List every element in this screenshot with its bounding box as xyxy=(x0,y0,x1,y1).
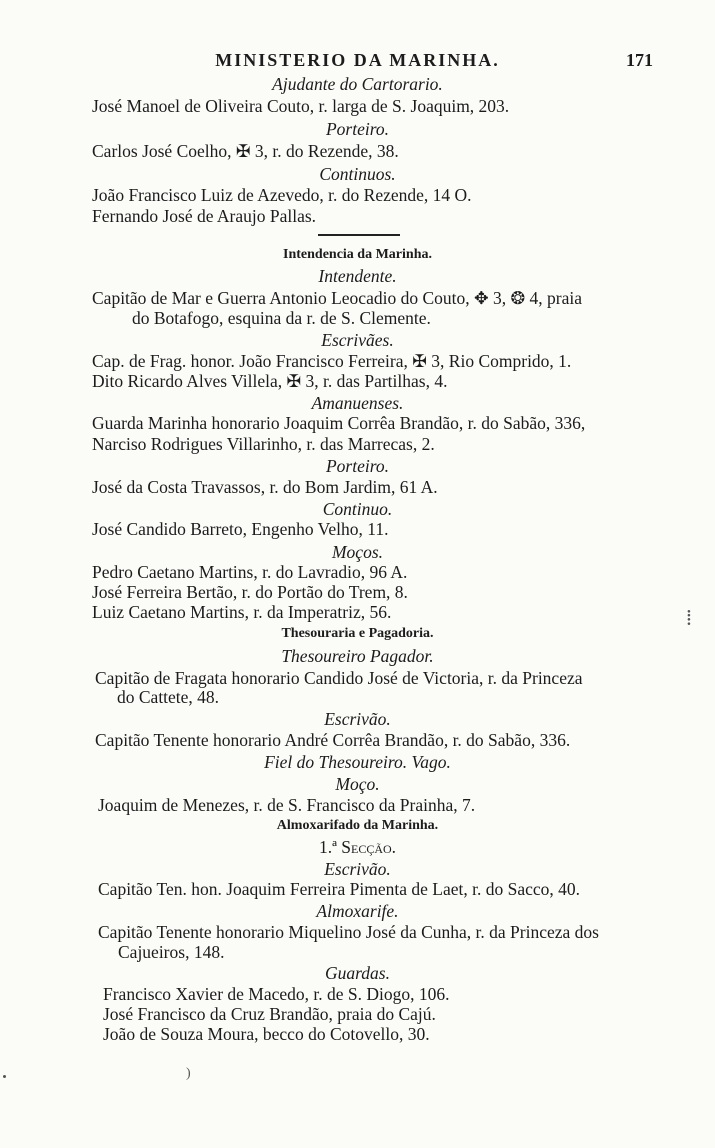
subsection-heading: Escrivão. xyxy=(324,709,391,729)
subsection-number: 1.ª Secção. xyxy=(318,837,397,857)
entry-line: Capitão de Mar e Guerra Antonio Leocadio do Couto, ✥ 3, ❂ 4, praia xyxy=(92,288,583,308)
section-divider xyxy=(318,234,400,236)
entry-line: João Francisco Luiz de Azevedo, r. do Rezende, 14 O. xyxy=(92,185,472,205)
subsection-heading: Thesoureiro Pagador. xyxy=(281,646,434,666)
section-heading: Intendencia da Marinha. xyxy=(283,247,432,262)
entry-line: José Francisco da Cruz Brandão, praia do Cajú. xyxy=(103,1004,436,1024)
margin-ink-mark: ⁞ xyxy=(685,605,692,630)
entry-line: Francisco Xavier de Macedo, r. de S. Diogo, 106. xyxy=(103,984,450,1004)
entry-line: José Candido Barreto, Engenho Velho, 11. xyxy=(92,519,389,539)
entry-line: Capitão Tenente honorario André Corrêa Brandão, r. do Sabão, 336. xyxy=(95,730,571,750)
subsection-heading: Porteiro. xyxy=(325,456,390,476)
entry-line: Capitão Tenente honorario Miquelino José da Cunha, r. da Princeza dos xyxy=(98,922,599,942)
entry-line: Pedro Caetano Martins, r. do Lavradio, 96 A. xyxy=(92,562,408,582)
entry-line-continuation: do Cattete, 48. xyxy=(117,687,220,707)
entry-line-continuation: do Botafogo, esquina da r. de S. Clemente. xyxy=(132,308,431,328)
entry-line: Joaquim de Menezes, r. de S. Francisco da Prainha, 7. xyxy=(98,795,476,815)
entry-line: Guarda Marinha honorario Joaquim Corrêa Brandão, r. do Sabão, 336, xyxy=(92,413,586,433)
ink-speck xyxy=(3,1075,6,1078)
subsection-heading: Continuo. xyxy=(322,499,393,519)
subsection-heading: Escrivães. xyxy=(321,330,394,350)
subsection-heading: Ajudante do Cartorario. xyxy=(272,74,443,94)
entry-line: José Manoel de Oliveira Couto, r. larga de S. Joaquim, 203. xyxy=(92,96,510,116)
subsection-heading: Continuos. xyxy=(319,164,396,184)
entry-line: Carlos José Coelho, ✠ 3, r. do Rezende, 38. xyxy=(92,141,399,161)
entry-line: Narciso Rodrigues Villarinho, r. das Marrecas, 2. xyxy=(92,434,435,454)
subsection-heading: Escrivão. xyxy=(324,859,391,879)
entry-line: Cap. de Frag. honor. João Francisco Ferreira, ✠ 3, Rio Comprido, 1. xyxy=(92,351,572,371)
entry-line: José Ferreira Bertão, r. do Portão do Trem, 8. xyxy=(92,582,408,602)
section-heading: Almoxarifado da Marinha. xyxy=(276,818,439,833)
page-number: 171 xyxy=(626,50,653,70)
entry-line: Fernando José de Araujo Pallas. xyxy=(92,206,317,226)
entry-line: Capitão de Fragata honorario Candido José de Victoria, r. da Princeza xyxy=(95,668,583,688)
entry-line: Capitão Ten. hon. Joaquim Ferreira Pimenta de Laet, r. do Sacco, 40. xyxy=(98,879,581,899)
subsection-heading: Moço. xyxy=(335,774,380,794)
subsection-heading: Amanuenses. xyxy=(311,393,404,413)
running-header-title: MINISTERIO DA MARINHA. xyxy=(215,50,500,70)
subsection-heading: Intendente. xyxy=(318,266,397,286)
entry-line: João de Souza Moura, becco do Cotovello, 30. xyxy=(103,1024,430,1044)
subsection-heading: Guardas. xyxy=(325,963,390,983)
entry-line: Luiz Caetano Martins, r. da Imperatriz, 56. xyxy=(92,602,392,622)
subsection-heading: Fiel do Thesoureiro. Vago. xyxy=(264,752,451,772)
ink-speck: ) xyxy=(186,1066,191,1081)
subsection-heading: Porteiro. xyxy=(325,119,390,139)
entry-line: José da Costa Travassos, r. do Bom Jardim, 61 A. xyxy=(92,477,438,497)
entry-line: Dito Ricardo Alves Villela, ✠ 3, r. das Partilhas, 4. xyxy=(92,371,448,391)
subsection-heading: Almoxarife. xyxy=(316,901,399,921)
subsection-heading: Moços. xyxy=(331,542,384,562)
entry-line-continuation: Cajueiros, 148. xyxy=(118,942,225,962)
section-heading: Thesouraria e Pagadoria. xyxy=(281,626,434,641)
